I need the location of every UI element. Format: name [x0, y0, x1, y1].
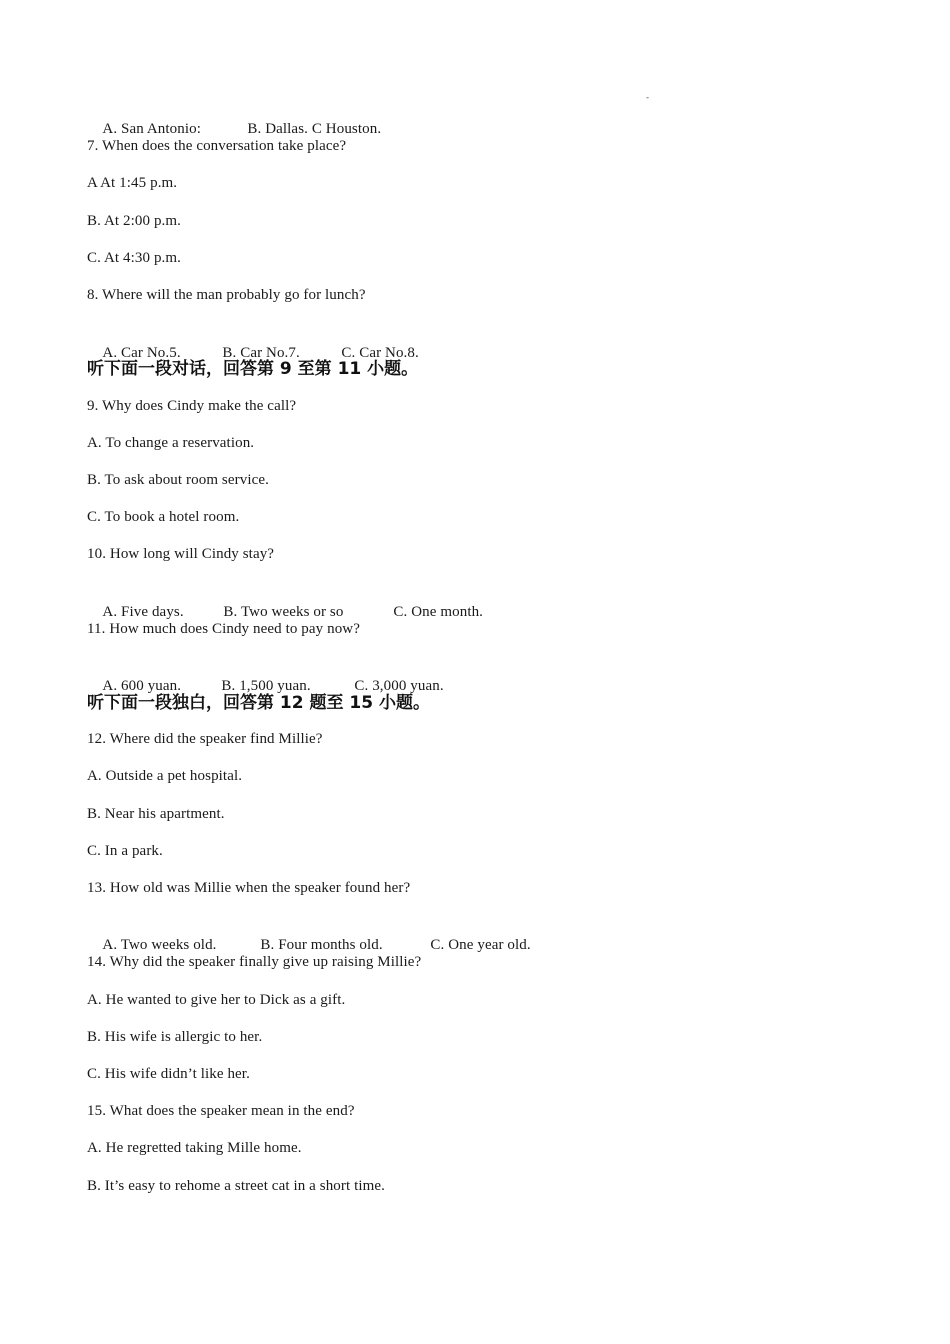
- option: A. Five days.: [102, 604, 184, 620]
- option-text: C. In a park.: [87, 843, 163, 859]
- question-8: 8. Where will the man probably go for lunch?: [87, 287, 366, 303]
- option-text: C. His wife didn’t like her.: [87, 1066, 250, 1082]
- option: A. 600 yuan.: [102, 678, 182, 694]
- option-text: A. He regretted taking Mille home.: [87, 1140, 302, 1156]
- option: C. One year old.: [430, 937, 531, 953]
- option-text: C. To book a hotel room.: [87, 509, 240, 525]
- option: C. 3,000 yuan.: [354, 678, 444, 694]
- option-text: B. To ask about room service.: [87, 472, 269, 488]
- option: B. 1,500 yuan.: [221, 678, 311, 694]
- section-heading: 听下面一段独白，回答第 12 题至 15 小题。: [87, 693, 430, 713]
- option: A. Car No.5.: [102, 345, 181, 361]
- option-text: B. His wife is allergic to her.: [87, 1029, 263, 1045]
- option-text: A. To change a reservation.: [87, 435, 255, 451]
- question-7: 7. When does the conversation take place?: [87, 138, 347, 154]
- option: C. Car No.8.: [341, 345, 419, 361]
- option: B. Car No.7.: [222, 345, 300, 361]
- option-text: B. Near his apartment.: [87, 806, 225, 822]
- question-10: 10. How long will Cindy stay?: [87, 546, 275, 562]
- option-text: A At 1:45 p.m.: [87, 175, 178, 191]
- question-15: 15. What does the speaker mean in the end?: [87, 1103, 355, 1119]
- option-text: B. At 2:00 p.m.: [87, 213, 182, 229]
- option: B. Two weeks or so: [223, 604, 344, 620]
- option: A. San Antonio:: [102, 121, 201, 137]
- section-heading: 听下面一段对话，回答第 9 至第 11 小题。: [87, 359, 419, 379]
- question-12: 12. Where did the speaker find Millie?: [87, 731, 323, 747]
- option-text: A. He wanted to give her to Dick as a gift.: [87, 992, 346, 1008]
- option-text: C. At 4:30 p.m.: [87, 250, 182, 266]
- question-11: 11. How much does Cindy need to pay now?: [87, 621, 360, 637]
- option: C. One month.: [393, 604, 484, 620]
- question-13: 13. How old was Millie when the speaker found her?: [87, 880, 411, 896]
- question-14: 14. Why did the speaker finally give up raising Millie?: [87, 954, 422, 970]
- corner-mark: -: [646, 92, 649, 102]
- option: A. Two weeks old.: [102, 937, 217, 953]
- option: B. Four months old.: [260, 937, 383, 953]
- option: B. Dallas. C Houston.: [247, 121, 382, 137]
- option-text: A. Outside a pet hospital.: [87, 768, 243, 784]
- option-text: B. It’s easy to rehome a street cat in a short time.: [87, 1178, 386, 1194]
- question-9: 9. Why does Cindy make the call?: [87, 398, 297, 414]
